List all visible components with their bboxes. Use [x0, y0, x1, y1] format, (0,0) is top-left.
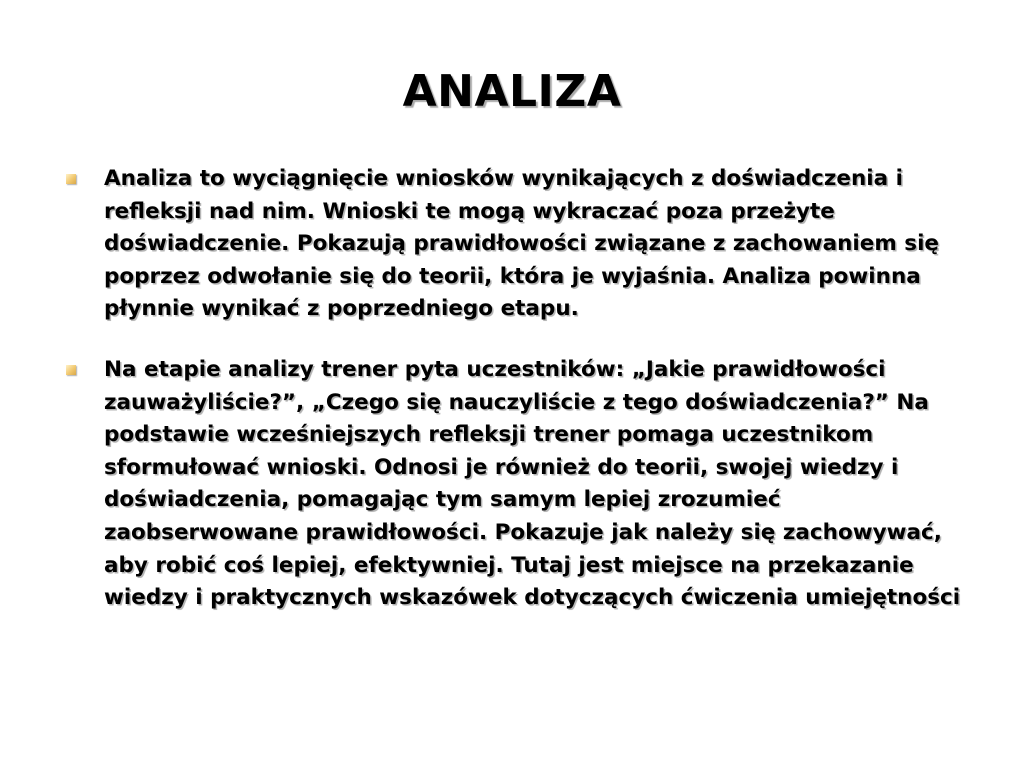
square-bullet-icon — [66, 365, 76, 375]
bullet-item — [66, 354, 966, 615]
slide-title: ANALIZA — [402, 66, 622, 117]
bullet-item — [66, 163, 966, 326]
bullet-list — [66, 163, 966, 615]
square-bullet-icon — [66, 174, 76, 184]
bullet-text: Na etapie analizy trener pyta uczestników: „Jakie prawidłowości zauważyliście?”, „Czego się nauczyliście z tego doświadczenia?” Na podstawie wcześniejszych refleksji trener pomaga uczestnikom sformułować wnioski. Odnosi je również do teorii, swojej wiedzy i doświadczenia, pomagając tym samym lepiej zrozumieć zaobserwowane prawidłowości. Pokazuje jak należy się zachowywać, aby robić coś lepiej, efektywniej. Tutaj jest miejsce na przekazanie wiedzy i praktycznych wskazówek dotyczących ćwiczenia umiejętności — [104, 356, 961, 611]
bullet-text: Analiza to wyciągnięcie wniosków wynikających z doświadczenia i refleksji nad nim. Wnioski te mogą wykraczać poza przeżyte doświadczenie. Pokazują prawidłowości związane z zachowaniem się poprzez odwołanie się do teorii, która je wyjaśnia. Analiza powinna płynnie wynikać z poprzedniego etapu. — [104, 166, 940, 322]
